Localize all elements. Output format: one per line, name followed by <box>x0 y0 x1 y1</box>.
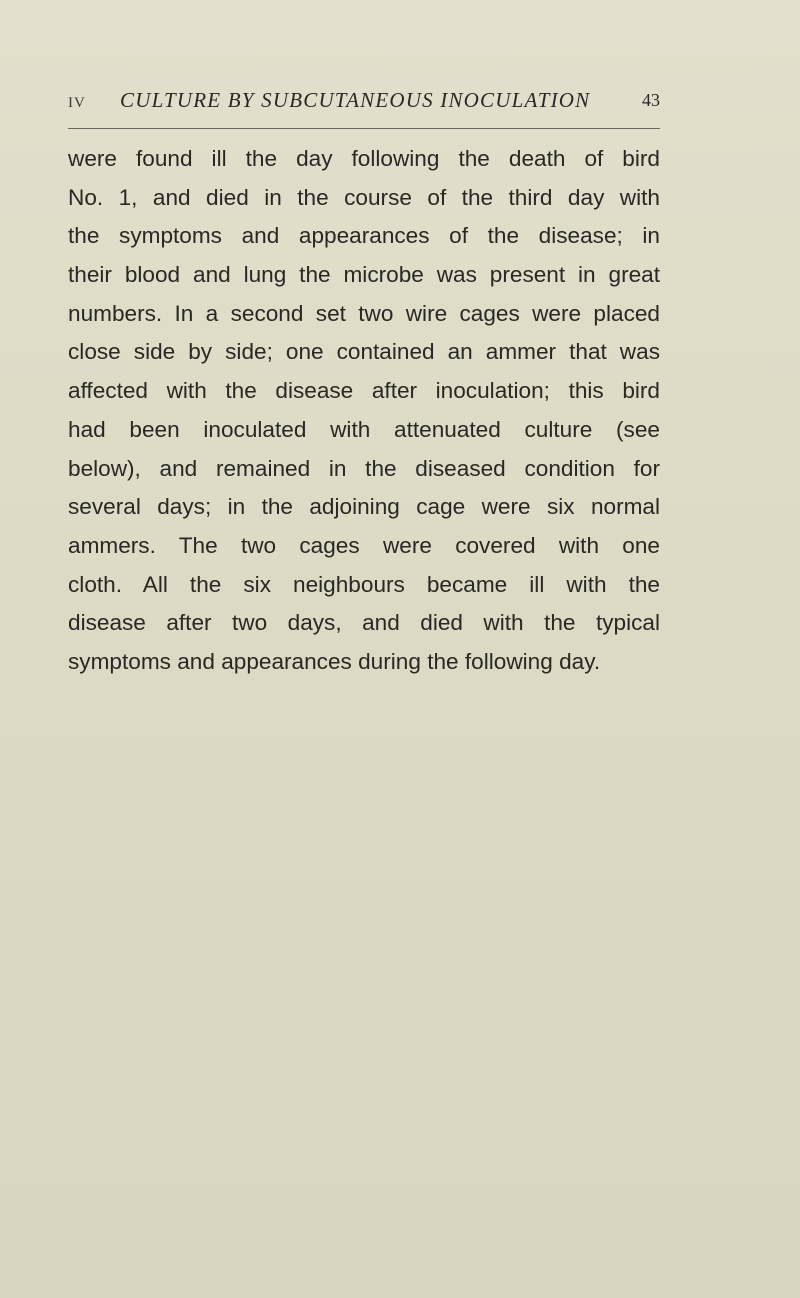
text-line: disease after two days, and died with the typical <box>68 610 660 636</box>
running-head <box>68 88 660 120</box>
text-line: had been inoculated with attenuated culture (see <box>68 416 660 442</box>
text-line: affected with the disease after inoculation; this bird <box>68 378 660 404</box>
text-line: No. 1, and died in the course of the third day with <box>68 184 660 210</box>
header-rule <box>68 128 660 129</box>
running-title: CULTURE BY SUBCUTANEOUS INOCULATION <box>120 88 591 112</box>
text-line: ammers. The two cages were covered with one <box>68 532 660 558</box>
text-line: cloth. All the six neighbours became ill with the <box>68 571 660 597</box>
text-line: close side by side; one contained an ammer that was <box>68 339 660 365</box>
text-line: numbers. In a second set two wire cages were placed <box>68 300 660 326</box>
text-line: were found ill the day following the death of bird <box>68 146 660 171</box>
page-number: 43 <box>642 90 660 110</box>
text-line: the symptoms and appearances of the disease; in <box>68 223 660 249</box>
text-line: below), and remained in the diseased condition for <box>68 455 660 481</box>
chapter-number: IV <box>68 95 86 111</box>
text-line: their blood and lung the microbe was present in great <box>68 262 660 288</box>
text-line: symptoms and appearances during the following day. <box>68 648 601 674</box>
text-line: several days; in the adjoining cage were six normal <box>68 494 660 520</box>
body-paragraph <box>68 140 660 682</box>
